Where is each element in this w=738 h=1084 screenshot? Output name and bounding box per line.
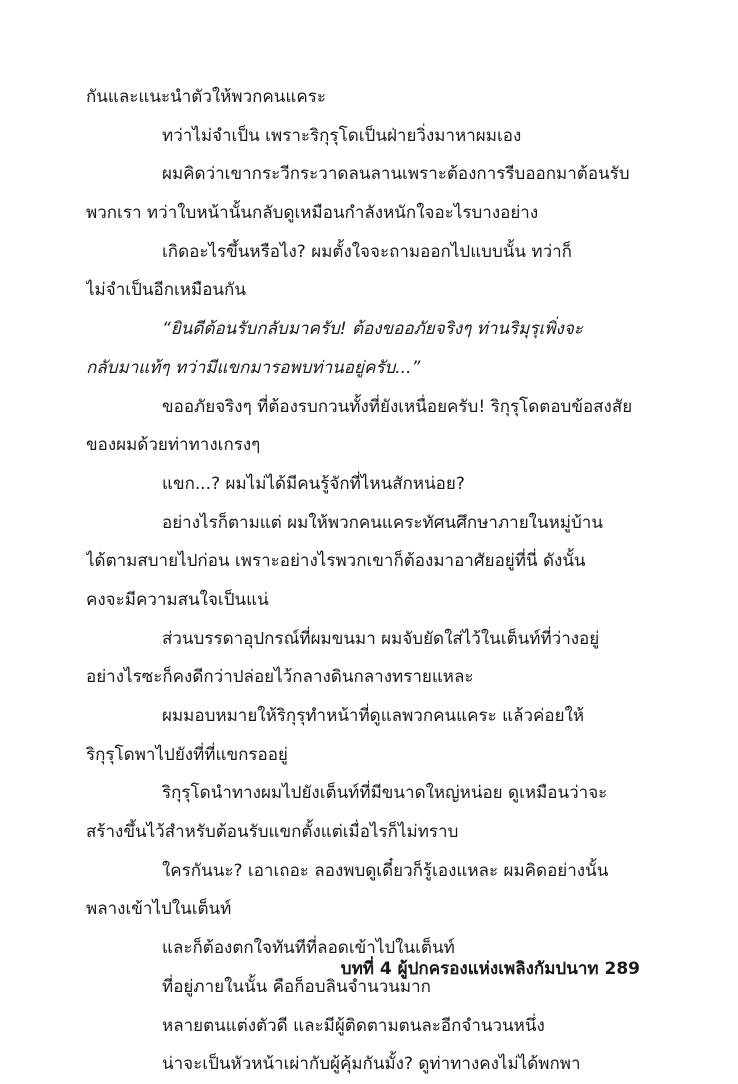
text-line: กันและแนะนำตัวให้พวกคนแคระ (86, 87, 327, 107)
text-line: อย่างไรซะก็คงดีกว่าปล่อยไว้กลางดินกลางทรายแหละ (86, 667, 474, 688)
text-line: ได้ตามสบายไปก่อน เพราะอย่างไรพวกเขาก็ต้องมาอาศัยอยู่ที่นี่ ดังนั้น (86, 551, 586, 572)
text-line: ทว่าไม่จำเป็น เพราะริกุรุโดเป็นฝ่ายวิ่งมาหาผมเอง (162, 125, 522, 146)
text-line: ผมคิดว่าเขากระวีกระวาดลนลานเพราะต้องการรีบออกมาต้อนรับ (162, 164, 630, 185)
page-footer: บทที่ 4 ผู้ปกครองแห่งเพลิงกัมปนาท 289 (340, 959, 640, 979)
text-line: ริกุรุโดพาไปยังที่ที่แขกรออยู่ (86, 744, 288, 765)
text-line: อย่างไรก็ตามแต่ ผมให้พวกคนแคระทัศนศึกษาภายในหมู่บ้าน (162, 512, 603, 533)
text-line: พลางเข้าไปในเต็นท์ (86, 899, 232, 920)
dialogue-line: กลับมาแท้ๆ ทว่ามีแขกมารอพบท่านอยู่ครับ...” (86, 357, 421, 378)
text-line: ที่อยู่ภายในนั้น คือก็อบลินจำนวนมาก (162, 976, 431, 997)
text-line: ใครกันนะ? เอาเถอะ ลองพบดูเดี๋ยวก็รู้เองแหละ ผมคิดอย่างนั้น (162, 860, 609, 881)
text-line: เกิดอะไรขึ้นหรือไง? ผมตั้งใจจะถามออกไปแบบนั้น ทว่าก็ (162, 241, 572, 262)
text-line: แขก...? ผมไม่ได้มีคนรู้จักที่ไหนสักหน่อย? (162, 473, 465, 494)
text-line: ผมมอบหมายให้ริกุรุทำหน้าที่ดูแลพวกคนแคระ แล้วค่อยให้ (162, 706, 585, 726)
body-text (86, 78, 652, 1084)
text-line: หลายตนแต่งตัวดี และมีผู้ติดตามตนละอีกจำนวนหนึ่ง (162, 1015, 545, 1036)
text-line: คงจะมีความสนใจเป็นแน่ (86, 589, 269, 610)
text-line: และก็ต้องตกใจทันทีที่ลอดเข้าไปในเต็นท์ (162, 938, 455, 959)
text-line: ริกุรุโดนำทางผมไปยังเต็นท์ที่มีขนาดใหญ่หน่อย ดูเหมือนว่าจะ (162, 783, 608, 804)
text-line: ส่วนบรรดาอุปกรณ์ที่ผมขนมา ผมจับยัดใส่ไว้ในเต็นท์ที่ว่างอยู่ (162, 628, 600, 649)
text-line: ของผมด้วยท่าทางเกรงๆ (86, 435, 261, 456)
text-line: สร้างขึ้นไว้สำหรับต้อนรับแขกตั้งแต่เมื่อไรก็ไม่ทราบ (86, 822, 459, 843)
text-line: พวกเรา ทว่าใบหน้านั้นกลับดูเหมือนกำลังหนักใจอะไรบางอย่าง (86, 203, 539, 224)
text-line: ไม่จำเป็นอีกเหมือนกัน (86, 280, 246, 301)
text-line: น่าจะเป็นหัวหน้าเผ่ากับผู้คุ้มกันมั้ง? ดูท่าทางคงไม่ได้พกพา (162, 1054, 581, 1075)
text-line: ขออภัยจริงๆ ที่ต้องรบกวนทั้งที่ยังเหนื่อยครับ! ริกุรุโดตอบข้อสงสัย (162, 396, 633, 417)
dialogue-line: “ยินดีต้อนรับกลับมาครับ! ต้องขออภัยจริงๆ ท่านริมุรุเพิ่งจะ (162, 319, 583, 340)
